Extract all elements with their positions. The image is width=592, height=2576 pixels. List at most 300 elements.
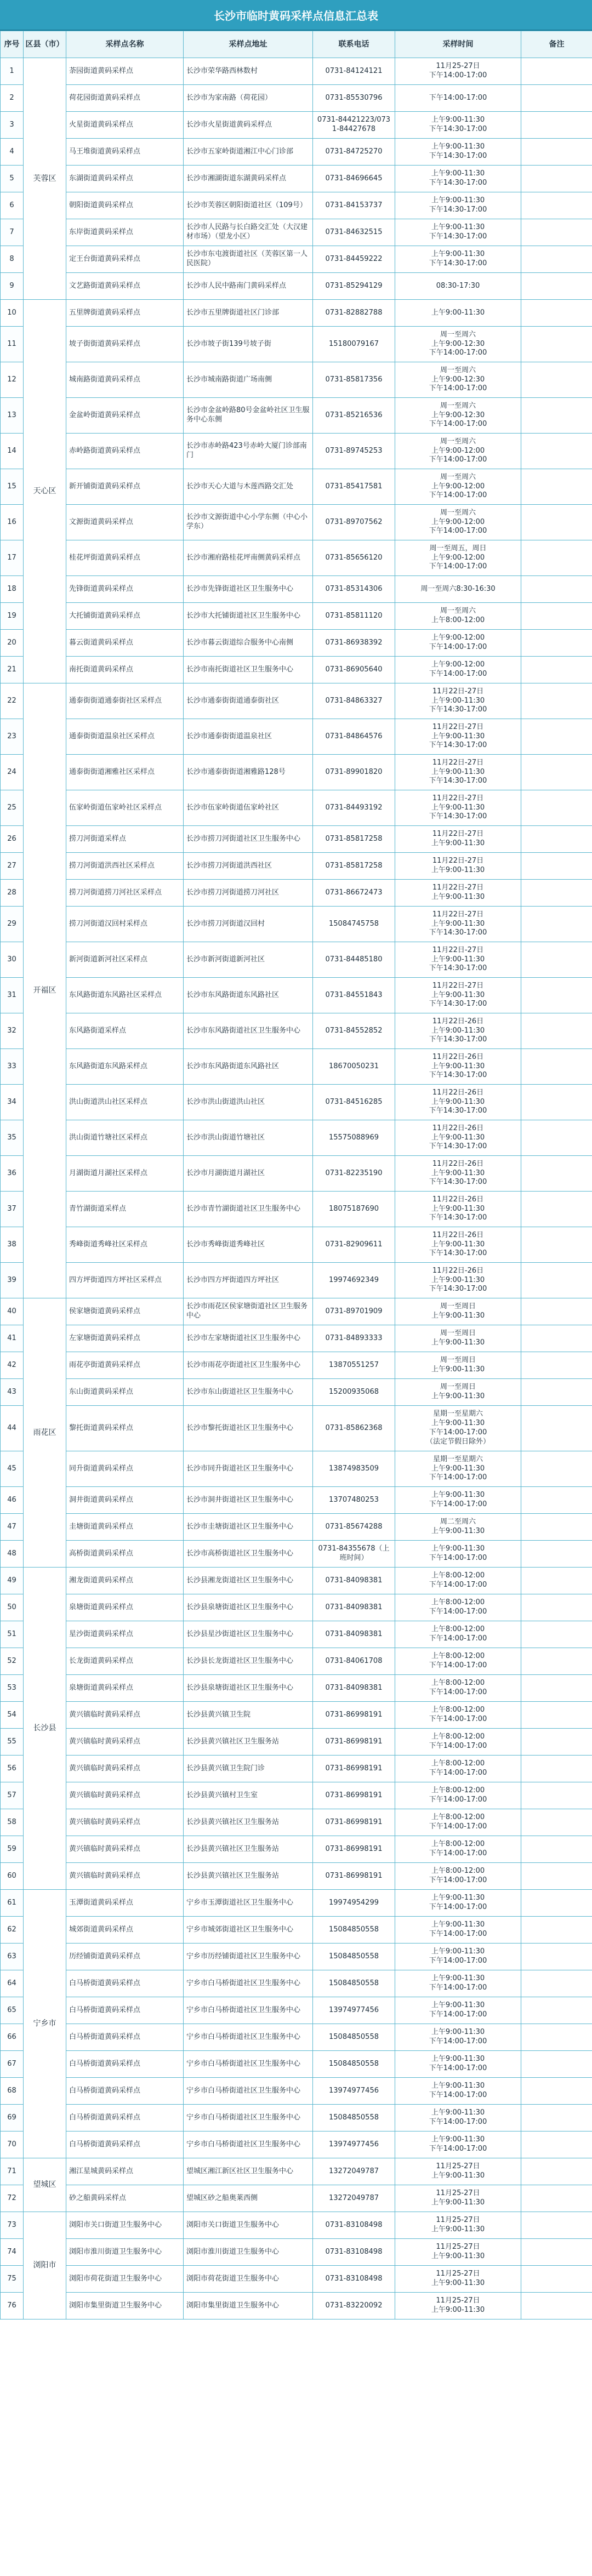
table-row bbox=[1, 192, 592, 219]
row-remark bbox=[521, 2132, 592, 2158]
row-seq: 56 bbox=[1, 1756, 24, 1782]
time-line: 下午14:30-17:00 bbox=[429, 1142, 487, 1151]
time-line: 11月22日-27日 bbox=[432, 687, 484, 696]
row-time bbox=[395, 1406, 521, 1451]
row-site-address: 长沙市南托街道社区卫生服务中心 bbox=[184, 657, 313, 683]
row-remark bbox=[521, 2024, 592, 2051]
row-site-address: 长沙市雨花亭街道社区卫生服务中心 bbox=[184, 1352, 313, 1379]
row-site-address: 长沙市雨花区侯家塘街道社区卫生服务中心 bbox=[184, 1298, 313, 1325]
row-site-name: 捞刀河街道捞刀河社区采样点 bbox=[66, 880, 184, 907]
time-line: 下午14:00-17:00 bbox=[429, 1876, 487, 1884]
time-line: 下午14:00-17:00 bbox=[429, 1984, 487, 1992]
row-remark bbox=[521, 1729, 592, 1756]
row-site-address: 长沙市捞刀河街道洪西社区 bbox=[184, 853, 313, 880]
time-line: 上午8:00-12:00 bbox=[431, 1706, 485, 1714]
table-row bbox=[1, 719, 592, 755]
time-line: 11月22日-26日 bbox=[432, 1052, 484, 1061]
row-seq: 1 bbox=[1, 58, 24, 85]
row-time bbox=[395, 1049, 521, 1085]
row-phone: 0731-85314306 bbox=[313, 576, 395, 603]
row-site-name: 黎托街道黄码采样点 bbox=[66, 1406, 184, 1451]
table-row bbox=[1, 2239, 592, 2266]
time-line: 下午14:30-17:00 bbox=[429, 964, 487, 973]
row-phone: 15084850558 bbox=[313, 1944, 395, 1970]
header-phone: 联系电话 bbox=[313, 31, 395, 58]
row-time bbox=[395, 1782, 521, 1809]
header-district: 区县（市） bbox=[24, 31, 66, 58]
time-line: 下午14:30-17:00 bbox=[429, 1213, 487, 1222]
row-time bbox=[395, 603, 521, 630]
row-time bbox=[395, 1451, 521, 1487]
row-time bbox=[395, 1809, 521, 1836]
time-line: 下午14:00-17:00 bbox=[429, 1428, 487, 1437]
row-site-name: 白马桥街道黄码采样点 bbox=[66, 2132, 184, 2158]
row-phone: 13272049787 bbox=[313, 2158, 395, 2185]
time-line: 11月25-27日 bbox=[436, 2216, 480, 2225]
row-seq: 29 bbox=[1, 907, 24, 942]
row-site-address: 宁乡市白马桥街道社区卫生服务中心 bbox=[184, 2105, 313, 2132]
row-phone: 0731-84061708 bbox=[313, 1648, 395, 1675]
row-remark bbox=[521, 1648, 592, 1675]
row-time bbox=[395, 2158, 521, 2185]
table-row bbox=[1, 826, 592, 853]
row-time bbox=[395, 327, 521, 362]
time-line: 周二至周六 bbox=[440, 1518, 476, 1526]
row-seq: 46 bbox=[1, 1487, 24, 1514]
row-site-name: 湘江星城黄码采样点 bbox=[66, 2158, 184, 2185]
row-remark bbox=[521, 880, 592, 907]
time-line: 周一至周日 bbox=[440, 1329, 476, 1338]
header-site-address: 采样点地址 bbox=[184, 31, 313, 58]
row-site-name: 黄兴镇临时黄码采样点 bbox=[66, 1782, 184, 1809]
row-site-name: 通泰街街道温泉社区采样点 bbox=[66, 719, 184, 755]
row-site-address: 长沙市洞井街道社区卫生服务中心 bbox=[184, 1487, 313, 1514]
header-site-name: 采样点名称 bbox=[66, 31, 184, 58]
row-site-address: 长沙市荣华路西林数村 bbox=[184, 58, 313, 85]
row-site-address: 长沙市洪山街道洪山社区 bbox=[184, 1085, 313, 1120]
row-site-name: 通泰街街道通泰街社区采样点 bbox=[66, 683, 184, 719]
row-site-name: 定王台街道黄码采样点 bbox=[66, 246, 184, 273]
row-site-address: 长沙县黄兴镇社区卫生服务站 bbox=[184, 1836, 313, 1863]
table-row bbox=[1, 540, 592, 576]
row-seq: 39 bbox=[1, 1263, 24, 1298]
row-time bbox=[395, 657, 521, 683]
row-site-address: 长沙市东风路街道东风路社区 bbox=[184, 1049, 313, 1085]
time-line: 11月22日-27日 bbox=[432, 981, 484, 990]
row-seq: 7 bbox=[1, 219, 24, 246]
row-time bbox=[395, 192, 521, 219]
time-line: 上午9:00-12:00 bbox=[431, 446, 485, 455]
time-line: 上午9:00-11:30 bbox=[431, 919, 485, 928]
table-row bbox=[1, 603, 592, 630]
row-remark bbox=[521, 166, 592, 192]
row-site-address: 长沙市左家塘街道社区卫生服务中心 bbox=[184, 1325, 313, 1352]
row-seq: 70 bbox=[1, 2132, 24, 2158]
row-site-address: 长沙县黄兴镇卫生院门诊 bbox=[184, 1756, 313, 1782]
table-row bbox=[1, 1648, 592, 1675]
row-remark bbox=[521, 1013, 592, 1049]
time-line: 上午9:00-11:30 bbox=[431, 2055, 485, 2064]
row-remark bbox=[521, 219, 592, 246]
row-site-name: 荼园街道黄码采样点 bbox=[66, 58, 184, 85]
row-remark bbox=[521, 58, 592, 85]
row-site-address: 长沙市五家岭街道湘江中心门诊部 bbox=[184, 139, 313, 166]
row-time bbox=[395, 1756, 521, 1782]
row-remark bbox=[521, 2185, 592, 2212]
row-time bbox=[395, 1702, 521, 1729]
row-remark bbox=[521, 1085, 592, 1120]
row-phone: 0731-84421223/0731-84427678 bbox=[313, 112, 395, 139]
time-line: 下午14:00-17:00 bbox=[429, 2091, 487, 2099]
row-time bbox=[395, 1621, 521, 1648]
time-line: 上午9:00-11:30 bbox=[431, 250, 485, 259]
row-site-address: 长沙市通泰街街道通泰街社区 bbox=[184, 683, 313, 719]
row-remark bbox=[521, 942, 592, 978]
time-line: 11月22日-27日 bbox=[432, 794, 484, 802]
row-site-name: 高桥街道黄码采样点 bbox=[66, 1541, 184, 1568]
row-phone: 13707480253 bbox=[313, 1487, 395, 1514]
table-row bbox=[1, 1451, 592, 1487]
row-site-name: 城南路街道黄码采样点 bbox=[66, 362, 184, 398]
row-site-address: 长沙市城南路街道广场南侧 bbox=[184, 362, 313, 398]
row-seq: 76 bbox=[1, 2293, 24, 2319]
time-line: 周一至周六 bbox=[440, 607, 476, 615]
row-site-address: 长沙市捞刀河街道捞刀河社区 bbox=[184, 880, 313, 907]
row-remark bbox=[521, 1120, 592, 1156]
table-row bbox=[1, 1406, 592, 1451]
row-site-name: 白马桥街道黄码采样点 bbox=[66, 1970, 184, 1997]
table-row bbox=[1, 2185, 592, 2212]
row-time bbox=[395, 1263, 521, 1298]
row-remark bbox=[521, 826, 592, 853]
table-row bbox=[1, 1917, 592, 1944]
row-site-address: 长沙市通泰街街道湘雅路128号 bbox=[184, 755, 313, 790]
row-phone: 0731-86998191 bbox=[313, 1836, 395, 1863]
table-row bbox=[1, 58, 592, 85]
time-line: （法定节假日除外） bbox=[425, 1437, 490, 1446]
row-seq: 53 bbox=[1, 1675, 24, 1702]
row-seq: 59 bbox=[1, 1836, 24, 1863]
row-time bbox=[395, 2051, 521, 2078]
row-phone: 0731-85216536 bbox=[313, 398, 395, 434]
row-time bbox=[395, 434, 521, 469]
row-site-address: 长沙市为家南路（荷花园） bbox=[184, 85, 313, 112]
row-site-name: 浏阳市淮川街道卫生服务中心 bbox=[66, 2239, 184, 2266]
time-line: 下午14:00-17:00 bbox=[429, 2064, 487, 2072]
row-seq: 24 bbox=[1, 755, 24, 790]
row-site-name: 赤岭路街道黄码采样点 bbox=[66, 434, 184, 469]
time-line: 上午9:00-11:30 bbox=[431, 2001, 485, 2010]
row-remark bbox=[521, 327, 592, 362]
row-site-name: 洪山街道洪山社区采样点 bbox=[66, 1085, 184, 1120]
row-seq: 13 bbox=[1, 398, 24, 434]
time-line: 下午14:30-17:00 bbox=[429, 125, 487, 133]
row-district: 宁乡市 bbox=[24, 1890, 66, 2158]
row-remark bbox=[521, 755, 592, 790]
row-site-name: 东风路街道东风路社区采样点 bbox=[66, 978, 184, 1013]
time-line: 下午14:30-17:00 bbox=[429, 1178, 487, 1187]
time-line: 11月22日-26日 bbox=[432, 1266, 484, 1275]
time-line: 下午14:30-17:00 bbox=[429, 812, 487, 821]
table-row bbox=[1, 880, 592, 907]
row-time bbox=[395, 1836, 521, 1863]
row-remark bbox=[521, 1263, 592, 1298]
row-time bbox=[395, 719, 521, 755]
row-remark bbox=[521, 1890, 592, 1917]
time-line: 上午9:00-11:30 bbox=[431, 196, 485, 205]
row-phone: 15200935068 bbox=[313, 1379, 395, 1406]
table-row bbox=[1, 2158, 592, 2185]
table-row bbox=[1, 1156, 592, 1192]
row-seq: 14 bbox=[1, 434, 24, 469]
row-phone: 0731-82882788 bbox=[313, 300, 395, 327]
row-phone: 0731-86998191 bbox=[313, 1729, 395, 1756]
table-row bbox=[1, 1782, 592, 1809]
row-site-name: 泉塘街道黄码采样点 bbox=[66, 1675, 184, 1702]
time-line: 上午9:00-11:30 bbox=[431, 1312, 485, 1320]
time-line: 11月22日-26日 bbox=[432, 1230, 484, 1239]
row-time bbox=[395, 300, 521, 327]
row-seq: 57 bbox=[1, 1782, 24, 1809]
row-remark bbox=[521, 362, 592, 398]
time-line: 11月25-27日 bbox=[436, 2296, 480, 2305]
time-line: 11月22日-27日 bbox=[432, 857, 484, 865]
row-seq: 11 bbox=[1, 327, 24, 362]
row-remark bbox=[521, 192, 592, 219]
row-seq: 60 bbox=[1, 1863, 24, 1890]
row-time bbox=[395, 362, 521, 398]
row-time bbox=[395, 1594, 521, 1621]
time-line: 周一至周六 bbox=[440, 366, 476, 374]
time-line: 下午14:30-17:00 bbox=[429, 928, 487, 937]
row-site-address: 长沙市秀峰街道秀峰社区 bbox=[184, 1227, 313, 1263]
row-time bbox=[395, 1890, 521, 1917]
row-site-name: 浏阳市集里街道卫生服务中心 bbox=[66, 2293, 184, 2319]
row-remark bbox=[521, 2266, 592, 2293]
time-line: 上午9:00-12:00 bbox=[431, 517, 485, 526]
row-site-address: 长沙市五里牌街道社区门诊部 bbox=[184, 300, 313, 327]
row-site-name: 历经铺街道黄码采样点 bbox=[66, 1944, 184, 1970]
time-line: 下午14:30-17:00 bbox=[429, 1071, 487, 1080]
row-time bbox=[395, 246, 521, 273]
time-line: 上午9:00-11:30 bbox=[431, 2028, 485, 2037]
row-site-address: 长沙市湘府路桂花坪南侧黄码采样点 bbox=[184, 540, 313, 576]
row-site-address: 长沙县黄兴镇卫生院 bbox=[184, 1702, 313, 1729]
row-remark bbox=[521, 1944, 592, 1970]
row-phone: 13874983509 bbox=[313, 1451, 395, 1487]
time-line: 下午14:00-17:00 bbox=[429, 1957, 487, 1965]
row-remark bbox=[521, 657, 592, 683]
row-remark bbox=[521, 2105, 592, 2132]
row-remark bbox=[521, 1970, 592, 1997]
header-time: 采样时间 bbox=[395, 31, 521, 58]
row-time bbox=[395, 540, 521, 576]
row-time bbox=[395, 826, 521, 853]
time-line: 周一至周日 bbox=[440, 1356, 476, 1365]
table-row bbox=[1, 112, 592, 139]
row-district: 雨花区 bbox=[24, 1298, 66, 1568]
time-line: 上午9:00-11:30 bbox=[431, 955, 485, 964]
time-line: 上午9:00-11:30 bbox=[431, 1920, 485, 1929]
table-row bbox=[1, 1049, 592, 1085]
row-site-name: 东湖街道黄码采样点 bbox=[66, 166, 184, 192]
row-phone: 15084850558 bbox=[313, 2024, 395, 2051]
time-line: 11月25-27日 bbox=[436, 2243, 480, 2252]
row-site-address: 长沙市东风路街道社区卫生服务中心 bbox=[184, 1013, 313, 1049]
row-site-name: 雨花亭街道黄码采样点 bbox=[66, 1352, 184, 1379]
time-line: 11月25-27日 bbox=[436, 2270, 480, 2278]
time-line: 上午8:00-12:00 bbox=[431, 1571, 485, 1580]
row-phone: 0731-85817258 bbox=[313, 853, 395, 880]
time-line: 11月22日-27日 bbox=[432, 722, 484, 731]
row-remark bbox=[521, 1809, 592, 1836]
row-site-address: 长沙市东山街道社区卫生服务中心 bbox=[184, 1379, 313, 1406]
row-site-name: 白马桥街道黄码采样点 bbox=[66, 1997, 184, 2024]
row-seq: 69 bbox=[1, 2105, 24, 2132]
table-row bbox=[1, 1809, 592, 1836]
row-site-address: 长沙市东屯渡街道社区（芙蓉区第一人民医院） bbox=[184, 246, 313, 273]
time-line: 上午8:00-12:00 bbox=[431, 1786, 485, 1795]
table-row bbox=[1, 273, 592, 300]
table-row bbox=[1, 1298, 592, 1325]
table-row bbox=[1, 1863, 592, 1890]
row-seq: 27 bbox=[1, 853, 24, 880]
row-phone: 0731-83220092 bbox=[313, 2293, 395, 2319]
time-line: 11月25-27日 bbox=[436, 2189, 480, 2198]
row-remark bbox=[521, 1836, 592, 1863]
time-line: 下午14:00-17:00 bbox=[429, 1715, 487, 1723]
time-line: 下午14:30-17:00 bbox=[429, 1000, 487, 1008]
row-district: 开福区 bbox=[24, 683, 66, 1298]
row-time bbox=[395, 1013, 521, 1049]
row-site-name: 捞刀河街道汉回村采样点 bbox=[66, 907, 184, 942]
time-line: 下午14:00-17:00 bbox=[429, 2118, 487, 2126]
row-seq: 40 bbox=[1, 1298, 24, 1325]
row-phone: 13974977456 bbox=[313, 2078, 395, 2105]
row-site-name: 火星街道黄码采样点 bbox=[66, 112, 184, 139]
row-remark bbox=[521, 1702, 592, 1729]
time-line: 上午8:00-12:00 bbox=[431, 1867, 485, 1876]
row-site-name: 黄兴镇临时黄码采样点 bbox=[66, 1756, 184, 1782]
time-line: 下午14:00-17:00 bbox=[429, 1634, 487, 1643]
row-site-name: 金盆岭街道黄码采样点 bbox=[66, 398, 184, 434]
table-row bbox=[1, 853, 592, 880]
time-line: 上午9:00-11:30 bbox=[431, 1974, 485, 1983]
time-line: 下午14:00-17:00 bbox=[429, 1688, 487, 1696]
table-row bbox=[1, 1514, 592, 1541]
row-site-address: 浏阳市荷花街道卫生服务中心 bbox=[184, 2266, 313, 2293]
table-row bbox=[1, 434, 592, 469]
row-district: 望城区 bbox=[24, 2158, 66, 2212]
row-site-name: 通泰街街道湘雅社区采样点 bbox=[66, 755, 184, 790]
time-line: 上午8:00-12:00 bbox=[431, 1813, 485, 1822]
row-seq: 36 bbox=[1, 1156, 24, 1192]
row-phone: 0731-85811120 bbox=[313, 603, 395, 630]
time-line: 上午9:00-11:30 bbox=[431, 1133, 485, 1142]
row-site-name: 桂花坪街道黄码采样点 bbox=[66, 540, 184, 576]
table-row bbox=[1, 1325, 592, 1352]
time-line: 上午9:00-11:30 bbox=[431, 990, 485, 999]
row-site-address: 长沙市芙蓉区朝阳街道社区（109号） bbox=[184, 192, 313, 219]
row-phone: 0731-84725270 bbox=[313, 139, 395, 166]
row-site-address: 长沙县黄兴镇社区卫生服务站 bbox=[184, 1809, 313, 1836]
table-row bbox=[1, 398, 592, 434]
table-row bbox=[1, 1379, 592, 1406]
row-time bbox=[395, 576, 521, 603]
row-remark bbox=[521, 1917, 592, 1944]
row-site-address: 长沙市暮云街道综合服务中心南侧 bbox=[184, 630, 313, 657]
row-time bbox=[395, 1944, 521, 1970]
table-row bbox=[1, 219, 592, 246]
time-line: 上午8:00-12:00 bbox=[431, 1732, 485, 1741]
table-row bbox=[1, 942, 592, 978]
row-time bbox=[395, 1970, 521, 1997]
row-time bbox=[395, 1156, 521, 1192]
row-time bbox=[395, 112, 521, 139]
row-seq: 66 bbox=[1, 2024, 24, 2051]
row-phone: 15180079167 bbox=[313, 327, 395, 362]
table-row bbox=[1, 1890, 592, 1917]
row-site-address: 长沙市青竹湖街道社区卫生服务中心 bbox=[184, 1192, 313, 1227]
row-seq: 16 bbox=[1, 505, 24, 540]
row-time bbox=[395, 1379, 521, 1406]
row-remark bbox=[521, 139, 592, 166]
time-line: 下午14:00-17:00 bbox=[429, 1608, 487, 1616]
row-time bbox=[395, 1085, 521, 1120]
time-line: 下午14:00-17:00 bbox=[429, 2010, 487, 2019]
table-row bbox=[1, 1263, 592, 1298]
row-site-name: 黄兴镇临时黄码采样点 bbox=[66, 1836, 184, 1863]
row-phone: 15575088969 bbox=[313, 1120, 395, 1156]
row-phone: 0731-86998191 bbox=[313, 1702, 395, 1729]
header-row bbox=[1, 31, 592, 58]
time-line: 周一至周六 bbox=[440, 472, 476, 481]
row-remark bbox=[521, 85, 592, 112]
page-title: 长沙市临时黄码采样点信息汇总表 bbox=[0, 0, 592, 31]
row-phone: 0731-85417581 bbox=[313, 469, 395, 505]
row-time bbox=[395, 1917, 521, 1944]
table-row bbox=[1, 246, 592, 273]
row-time bbox=[395, 1568, 521, 1594]
time-line: 上午9:00-11:30 bbox=[431, 1419, 485, 1428]
row-phone: 15084850558 bbox=[313, 1970, 395, 1997]
row-time bbox=[395, 273, 521, 300]
row-site-name: 砂之船黄码采样点 bbox=[66, 2185, 184, 2212]
row-site-address: 浏阳市集里街道卫生服务中心 bbox=[184, 2293, 313, 2319]
row-remark bbox=[521, 853, 592, 880]
row-time bbox=[395, 790, 521, 826]
row-phone: 0731-84864576 bbox=[313, 719, 395, 755]
time-line: 周一至周六 bbox=[440, 508, 476, 517]
row-time bbox=[395, 880, 521, 907]
row-site-address: 长沙市金盆岭路80号金盆岭社区卫生服务中心东侧 bbox=[184, 398, 313, 434]
row-phone: 18670050231 bbox=[313, 1049, 395, 1085]
row-site-name: 新开铺街道黄码采样点 bbox=[66, 469, 184, 505]
row-remark bbox=[521, 2078, 592, 2105]
time-line: 上午9:00-12:30 bbox=[431, 375, 485, 384]
row-phone: 0731-85674288 bbox=[313, 1514, 395, 1541]
row-remark bbox=[521, 683, 592, 719]
row-remark bbox=[521, 719, 592, 755]
row-time bbox=[395, 2266, 521, 2293]
row-phone: 0731-84459222 bbox=[313, 246, 395, 273]
time-line: 下午14:30-17:00 bbox=[429, 705, 487, 714]
time-line: 上午8:00-12:00 bbox=[431, 1652, 485, 1661]
row-site-name: 城郊街道黄码采样点 bbox=[66, 1917, 184, 1944]
row-phone: 15084850558 bbox=[313, 1917, 395, 1944]
table-row bbox=[1, 327, 592, 362]
time-line: 上午9:00-11:30 bbox=[431, 1491, 485, 1500]
